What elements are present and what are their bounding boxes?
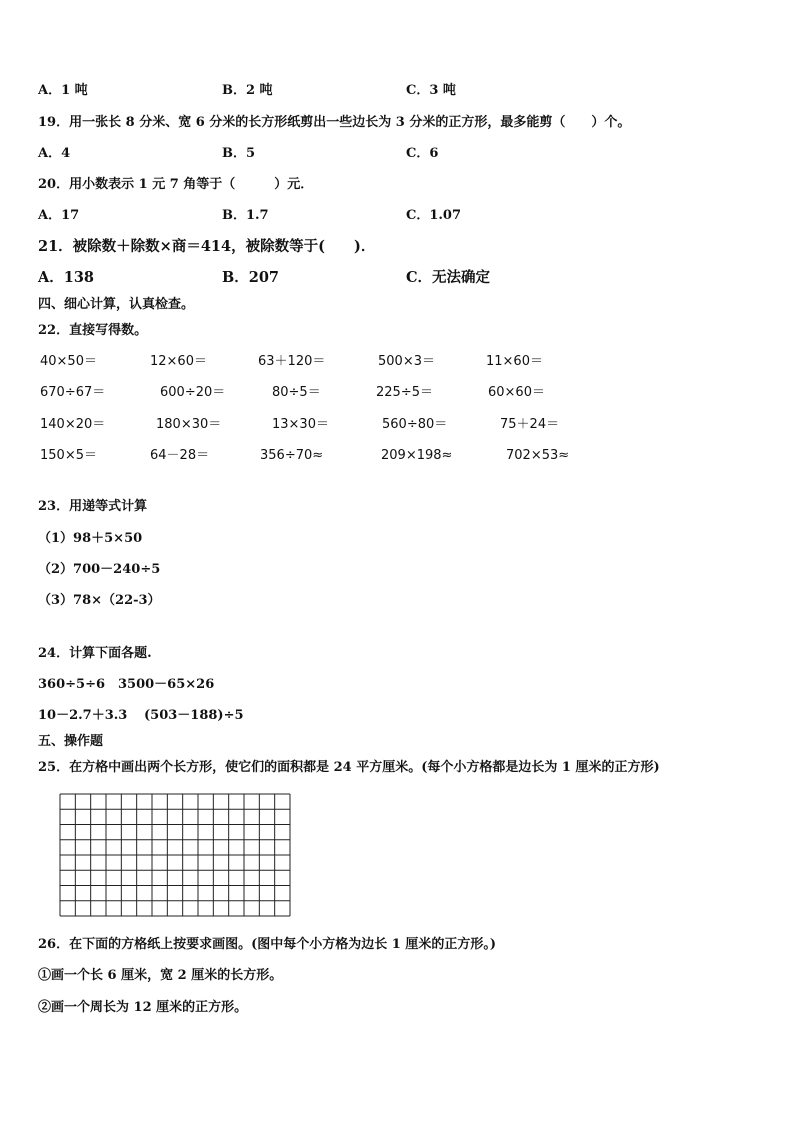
q22-item: 209×198≈ bbox=[381, 448, 453, 463]
q25-square-grid[interactable] bbox=[59, 793, 291, 917]
q19-option-a: A．4 bbox=[38, 146, 71, 161]
q22-item: 500×3＝ bbox=[378, 354, 435, 369]
q22-item: 63＋120＝ bbox=[258, 354, 326, 369]
q18-option-b: B．2 吨 bbox=[222, 83, 273, 98]
q22-item: 64－28＝ bbox=[150, 448, 210, 463]
q26-stem: 26．在下面的方格纸上按要求画图。(图中每个小方格为边长 1 厘米的正方形。) bbox=[38, 937, 496, 952]
section-4-heading: 四、细心计算，认真检查。 bbox=[38, 297, 195, 312]
q20-option-b: B．1.7 bbox=[222, 208, 269, 223]
q22-stem: 22．直接写得数。 bbox=[38, 323, 148, 338]
q18-option-a: A．1 吨 bbox=[38, 83, 88, 98]
q22-item: 560÷80＝ bbox=[382, 417, 448, 432]
q25-stem: 25．在方格中画出两个长方形，使它们的面积都是 24 平方厘米。(每个小方格都是边长为 1 厘米的正方形) bbox=[38, 760, 660, 775]
q22-item: 12×60＝ bbox=[150, 354, 207, 369]
q24-item: 3500－65×26 bbox=[118, 677, 215, 692]
q22-item: 180×30＝ bbox=[156, 417, 222, 432]
q21-stem: 21．被除数＋除数×商＝414，被除数等于( )． bbox=[38, 238, 376, 255]
q22-item: 40×50＝ bbox=[40, 354, 97, 369]
q20-option-a: A．17 bbox=[38, 208, 80, 223]
q21-option-b: B．207 bbox=[222, 269, 280, 286]
q20-stem: 20．用小数表示 1 元 7 角等于（ ）元． bbox=[38, 177, 314, 192]
q24-item: 360÷5÷6 bbox=[38, 677, 106, 692]
q19-option-b: B．5 bbox=[222, 146, 256, 161]
q22-item: 60×60＝ bbox=[488, 385, 545, 400]
q22-item: 150×5＝ bbox=[40, 448, 97, 463]
q26-item-2: ②画一个周长为 12 厘米的正方形。 bbox=[38, 1000, 248, 1015]
q20-option-c: C．1.07 bbox=[406, 208, 462, 223]
q23-item-1: （1）98＋5×50 bbox=[38, 531, 143, 546]
q22-item: 356÷70≈ bbox=[260, 448, 324, 463]
q22-item: 140×20＝ bbox=[40, 417, 106, 432]
q22-item: 11×60＝ bbox=[486, 354, 543, 369]
q23-stem: 23．用递等式计算 bbox=[38, 499, 148, 514]
q22-item: 225÷5＝ bbox=[376, 385, 433, 400]
q22-item: 13×30＝ bbox=[272, 417, 329, 432]
q22-item: 670÷67＝ bbox=[40, 385, 106, 400]
q24-item: 10－2.7＋3.3 bbox=[38, 708, 128, 723]
q19-stem: 19．用一张长 8 分米、宽 6 分米的长方形纸剪出一些边长为 3 分米的正方形，最多能剪（ ）个。 bbox=[38, 115, 631, 130]
q24-item: (503－188)÷5 bbox=[144, 708, 244, 723]
q22-item: 75＋24＝ bbox=[500, 417, 560, 432]
q23-item-2: （2）700－240÷5 bbox=[38, 562, 161, 577]
q22-item: 80÷5＝ bbox=[272, 385, 321, 400]
q21-option-a: A．138 bbox=[38, 269, 95, 286]
q23-item-3: （3）78×（22-3） bbox=[38, 593, 161, 608]
q21-option-c: C．无法确定 bbox=[406, 269, 491, 286]
q19-option-c: C．6 bbox=[406, 146, 439, 161]
section-5-heading: 五、操作题 bbox=[38, 734, 104, 749]
q18-option-c: C．3 吨 bbox=[406, 83, 456, 98]
q24-stem: 24．计算下面各题. bbox=[38, 646, 152, 661]
q22-item: 702×53≈ bbox=[506, 448, 570, 463]
q22-item: 600÷20＝ bbox=[160, 385, 226, 400]
q26-item-1: ①画一个长 6 厘米，宽 2 厘米的长方形。 bbox=[38, 968, 283, 983]
